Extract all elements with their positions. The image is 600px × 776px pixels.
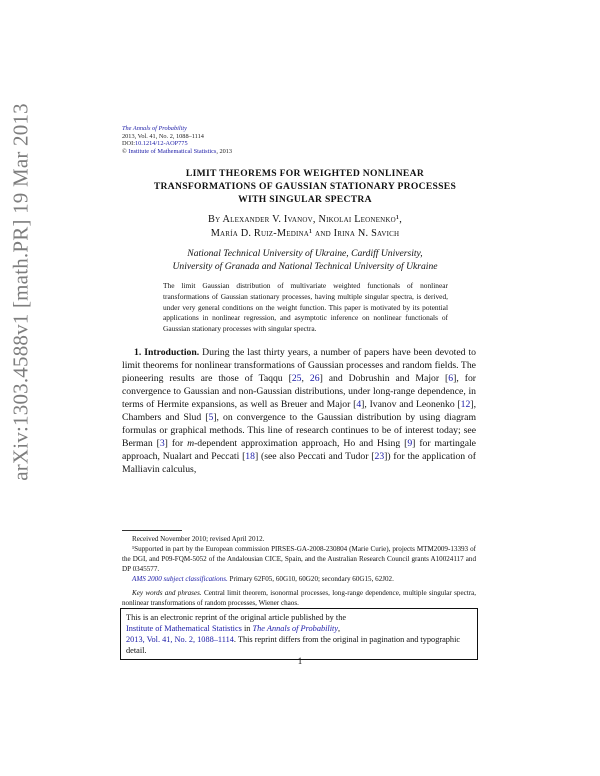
- journal-reprint-link[interactable]: The Annals of Probability: [252, 624, 339, 634]
- arxiv-watermark: [4, 22, 38, 562]
- journal-copyright: © Institute of Mathematical Statistics, 2013: [122, 147, 233, 155]
- journal-name[interactable]: The Annals of Probability: [122, 125, 187, 132]
- journal-volume: 2013, Vol. 41, No. 2, 1088–1114: [122, 132, 204, 140]
- citation-link[interactable]: 12: [460, 399, 471, 411]
- citation-link[interactable]: 23: [374, 451, 385, 463]
- doi-link[interactable]: 10.1214/12-AOP775: [134, 140, 188, 148]
- citation-link[interactable]: 26: [309, 373, 320, 385]
- journal-header: [122, 125, 232, 155]
- journal-doi: DOI:10.1214/12-AOP775: [122, 140, 188, 148]
- citation-link[interactable]: 6: [448, 373, 454, 385]
- affiliations: [120, 247, 490, 273]
- keywords: Key words and phrases. Central limit theorem, isonormal processes, long-range dependence, multiple singular spectra, nonlinear transformations of random processes, Wiener chaos.: [122, 589, 476, 607]
- section-heading: 1. Introduction.: [134, 347, 200, 358]
- ams-link[interactable]: AMS 2000 subject classifications.: [132, 575, 228, 583]
- footnote-rule: [122, 530, 182, 531]
- support-note: ¹Supported in part by the European commission PIRSES-GA-2008-230804 (Marie Curie), projects MTM2009-13393 of the DGI, and P09-FQM-5052 of the Andalousian CICE, Spain, and the Australian Research Council grants A10024117 and DP 0345577.: [122, 545, 476, 573]
- arxiv-id[interactable]: arXiv:1303.4588v1 [math.PR] 19 Mar 2013: [8, 103, 33, 481]
- citation-link[interactable]: 9: [407, 438, 413, 450]
- introduction-section: [122, 346, 476, 476]
- footnotes: [122, 534, 476, 608]
- citation-link[interactable]: 4: [356, 399, 362, 411]
- ams-classification: AMS 2000 subject classifications. Primary 62F05, 60G10, 60G20; secondary 60G15, 62J02.: [132, 575, 394, 583]
- title-line: LIMIT THEOREMS FOR WEIGHTED NONLINEAR: [185, 168, 425, 179]
- affiliation-line: University of Granada and National Technical University of Ukraine: [172, 261, 438, 272]
- authors-line: María D. Ruiz-Medina¹ and Irina N. Savich: [210, 228, 400, 239]
- abstract: The limit Gaussian distribution of multivariate weighted functionals of nonlinear transformations of Gaussian stationary processes, having multiple singular spectra, is derived, under very general conditions on the weight function. This paper is motivated by its potential applications in nonlinear regression, and asymptotic inference on nonlinear functionals of Gaussian stationary processes with singular spectra.: [163, 281, 448, 334]
- reprint-notice: This is an electronic reprint of the original article published by the Institute of Mathematical Statistics in The Annals of Probability, 2013, Vol. 41, No. 2, 1088–1114. This reprint differs from the original in pagination and typographic detail.: [120, 608, 478, 660]
- citation-link[interactable]: 3: [159, 438, 165, 450]
- intro-paragraph: 1. Introduction. During the last thirty years, a number of papers have been devoted to limit theorems for nonlinear transformations of Gaussian processes and random fields. The pioneering results are those of Taqqu [25, 26] and Dobrushin and Major [6], for convergence to Gaussian and non-Gaussian distributions, under long-range dependence, in terms of Hermite expansions, as well as Breuer and Major [4], Ivanov and Leonenko [12], Chambers and Slud [5], on convergence to the Gaussian distribution by using diagram formulas or graphical methods. This line of research continues to be of interest today; see Berman [3] for m-dependent approximation approach, Ho and Hsing [9] for martingale approach, Nualart and Peccati [18] (see also Peccati and Tudor [23]) for the application of Malliavin calculus,: [122, 347, 477, 476]
- ims-reprint-link[interactable]: Institute of Mathematical Statistics: [126, 624, 242, 634]
- received-note: Received November 2010; revised April 2012.: [132, 535, 265, 543]
- ims-link[interactable]: Institute of Mathematical Statistics: [128, 147, 217, 155]
- title-line: WITH SINGULAR SPECTRA: [238, 194, 372, 205]
- affiliation-line: National Technical University of Ukraine, Cardiff University,: [187, 248, 423, 259]
- math-m: m: [187, 438, 195, 450]
- volume-reprint-link[interactable]: 2013, Vol. 41, No. 2, 1088–1114: [126, 635, 234, 645]
- citation-link[interactable]: 18: [245, 451, 255, 463]
- citation-link[interactable]: 5: [208, 412, 214, 424]
- title-line: TRANSFORMATIONS OF GAUSSIAN STATIONARY PROCESSES: [153, 181, 457, 192]
- authors-line: By Alexander V. Ivanov, Nikolai Leonenko¹,: [208, 214, 402, 225]
- authors: [120, 213, 490, 241]
- citation-link[interactable]: 25: [291, 373, 302, 385]
- paper-title: [120, 167, 490, 206]
- page-number: 1: [297, 656, 303, 666]
